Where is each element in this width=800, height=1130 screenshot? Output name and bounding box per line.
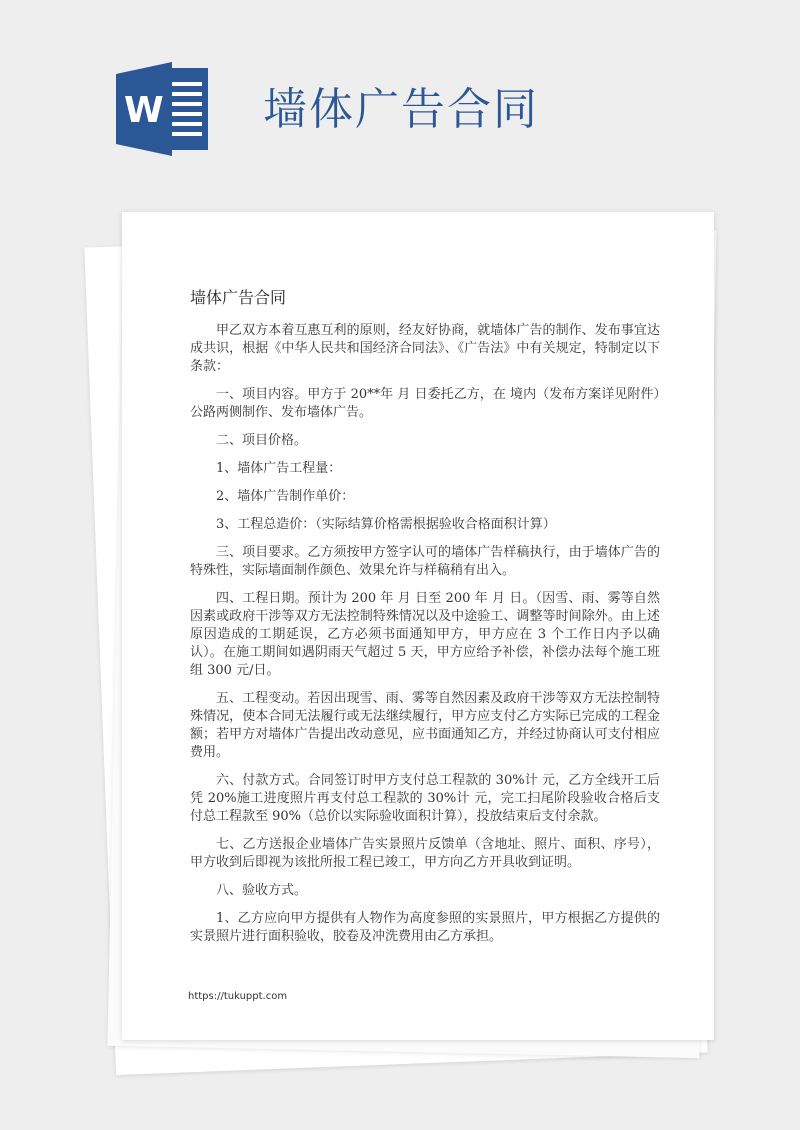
document-body	[190, 322, 660, 956]
paragraph: 七、乙方送报企业墙体广告实景照片反馈单（含地址、照片、面积、序号），甲方收到后即视为该批所报工程已竣工，甲方向乙方开具收到证明。	[190, 837, 660, 870]
paragraph: 六、付款方式。合同签订时甲方支付总工程款的 30%计 元，乙方全线开工后凭 20%施工进度照片再支付总工程款的 30%计 元，完工扫尾阶段验收合格后支付总工程款至 90%（总价以实际验收面积计算），投放结束后支付余款。	[190, 773, 660, 824]
document-title: 墙体广告合同	[190, 288, 287, 307]
document-page	[122, 212, 714, 1040]
paragraph: 五、工程变动。若因出现雪、雨、雾等自然因素及政府干涉等双方无法控制特殊情况，使本合同无法履行或无法继续履行，甲方应支付乙方实际已完成的工程金额；若甲方对墙体广告提出改动意见，应书面通知乙方，并经过协商认可支付相应费用。	[190, 691, 660, 760]
paragraph: 八、验收方式。	[216, 883, 308, 898]
paragraph: 1、乙方应向甲方提供有人物作为高度参照的实景照片，甲方根据乙方提供的实景照片进行面积验收，胶卷及冲洗费用由乙方承担。	[190, 911, 660, 944]
paragraph: 3、工程总造价：（实际结算价格需根据验收合格面积计算）	[216, 517, 556, 532]
paragraph: 三、项目要求。乙方须按甲方签字认可的墙体广告样稿执行，由于墙体广告的特殊性，实际墙面制作颜色、效果允许与样稿稍有出入。	[190, 545, 660, 578]
word-icon	[116, 62, 212, 156]
word-icon-letter: W	[124, 90, 164, 131]
paragraph: 一、项目内容。甲方于 20**年 月 日委托乙方，在 境内（发布方案详见附件）公路两侧制作、发布墙体广告。	[190, 387, 660, 420]
page-title: 墙体广告合同	[263, 84, 539, 135]
paragraph: 1、墙体广告工程量：	[216, 461, 342, 476]
paragraph: 四、工程日期。预计为 200 年 月 日至 200 年 月 日。（因雪、雨、雾等自然因素或政府干涉等双方无法控制特殊情况以及中途验工、调整等时间除外。由上述原因造成的工期延误，乙方必须书面通知甲方，甲方应在 3 个工作日内予以确认）。在施工期间如遇阴雨天气超过 5 天，甲方应给予补偿，补偿办法每个施工班组 300 元/日。	[190, 591, 660, 678]
footer-url[interactable]: https://tukuppt.com	[188, 991, 288, 1002]
paragraph: 2、墙体广告制作单价：	[216, 489, 355, 504]
paragraph: 二、项目价格。	[216, 433, 308, 448]
paragraph: 甲乙双方本着互惠互利的原则，经友好协商，就墙体广告的制作、发布事宜达成共识，根据《中华人民共和国经济合同法》、《广告法》中有关规定，特制定以下条款：	[190, 323, 660, 374]
